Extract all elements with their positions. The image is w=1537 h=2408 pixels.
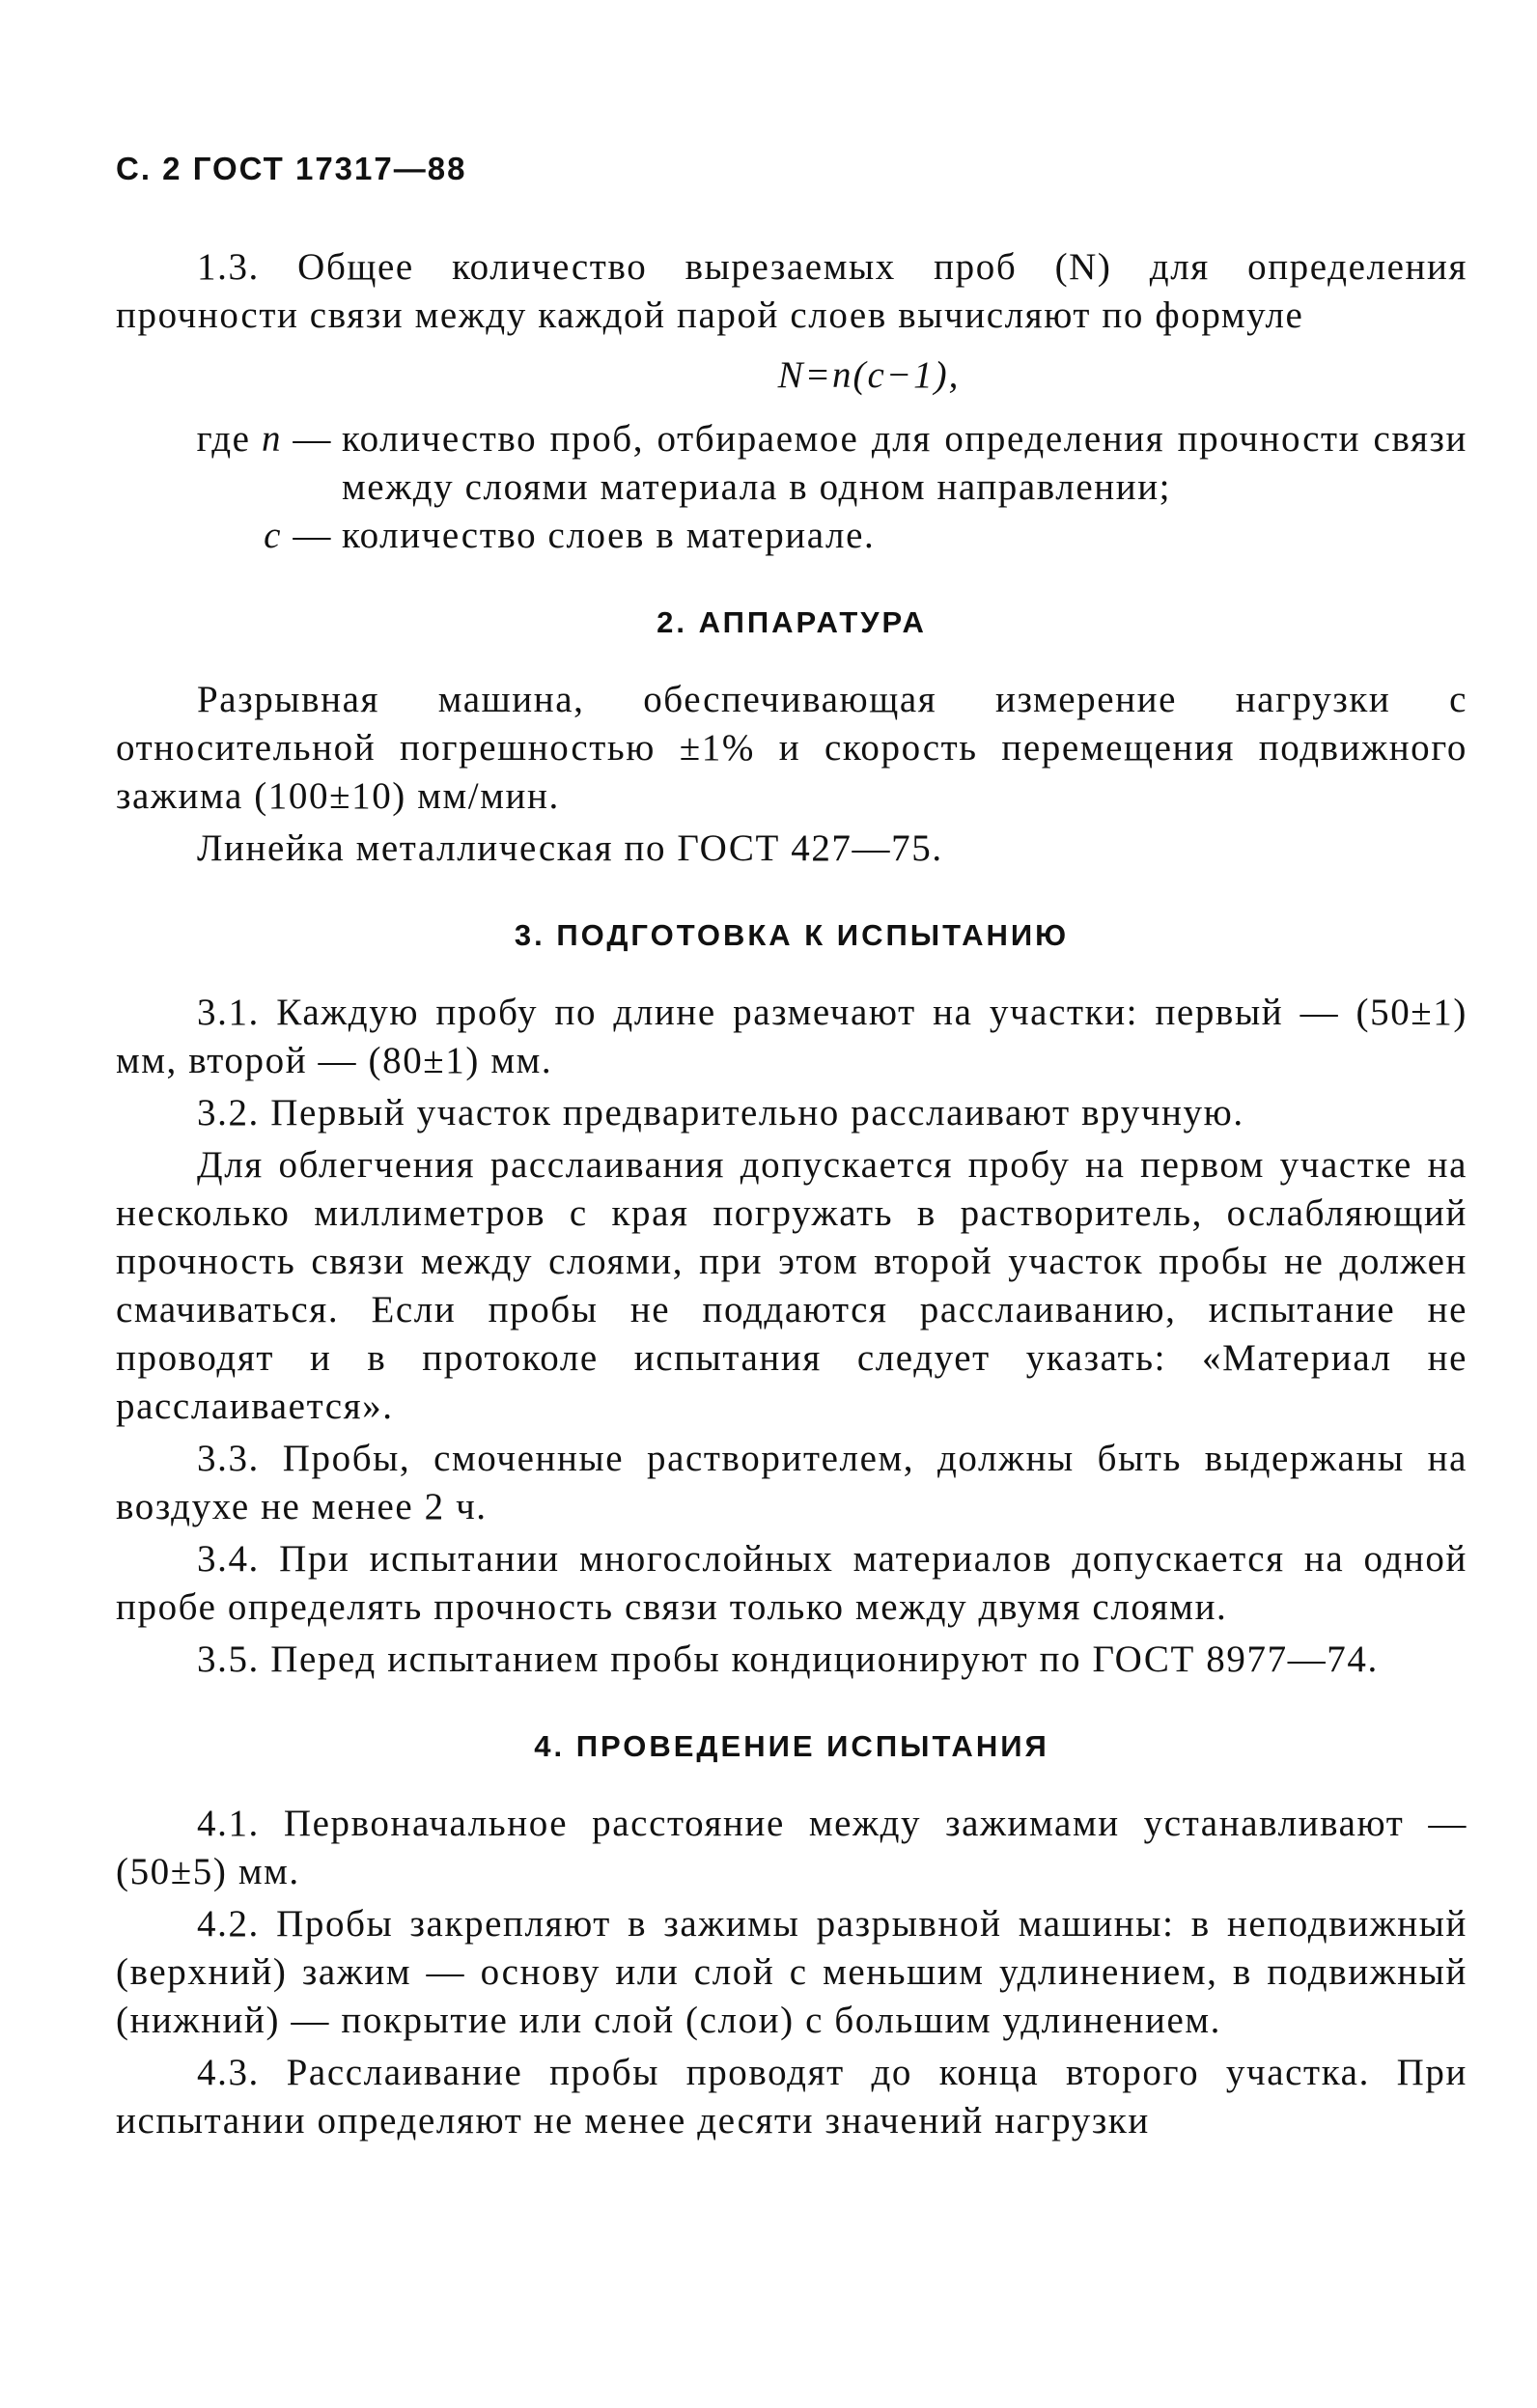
paragraph-3-2: 3.2. Первый участок предварительно расслаивают вручную. [197, 1092, 1244, 1134]
paragraph-4-1: 4.1. Первоначальное расстояние между зажимами устанавливают — (50±5) мм. [116, 1803, 1467, 1892]
document-page [116, 145, 1467, 2145]
section-title-apparatus: 2. АППАРАТУРА [657, 605, 927, 639]
definition-text-c: количество слоев в материале. [342, 515, 876, 556]
definition-text-n: количество проб, отбираемое для определения прочности связи между слоями материала в одном направлении; [342, 418, 1467, 508]
symbol-c: c [264, 515, 283, 556]
formula: N=n(c−1), [777, 354, 961, 396]
paragraph-1-3: 1.3. Общее количество вырезаемых проб (N) для определения прочности связи между каждой парой слоев вычисляют по формуле [116, 246, 1467, 336]
paragraph-4-2: 4.2. Пробы закрепляют в зажимы разрывной машины: в неподвижный (верхний) зажим — основу или слой с меньшим удлинением, в подвижный (нижний) — покрытие или слой (слои) с большим удлинением. [116, 1903, 1467, 2041]
formula-definitions [116, 415, 1467, 560]
paragraph-3-3: 3.3. Пробы, смоченные растворителем, должны быть выдержаны на воздухе не менее 2 ч. [116, 1438, 1467, 1527]
section-title-testing: 4. ПРОВЕДЕНИЕ ИСПЫТАНИЯ [534, 1729, 1049, 1763]
paragraph-3-1: 3.1. Каждую пробу по длине размечают на участки: первый — (50±1) мм, второй — (80±1) мм. [116, 992, 1467, 1081]
paragraph-4-3: 4.3. Расслаивание пробы проводят до конца второго участка. При испытании определяют не менее десяти значений нагрузки [116, 2052, 1467, 2142]
section-title-preparation: 3. ПОДГОТОВКА К ИСПЫТАНИЮ [514, 918, 1070, 952]
paragraph-3-2-note: Для облегчения расслаивания допускается пробу на первом участке на несколько миллиметров с края погружать в растворитель, ослабляющий прочность связи между слоями, при этом второй участок пробы не должен смачиваться. Если пробы не поддаются расслаиванию, испытание не проводят и в протоколе испытания следует указать: «Материал не расслаивается». [116, 1144, 1467, 1427]
definition-symbol-c: c — [264, 515, 332, 556]
paragraph-3-5: 3.5. Перед испытанием пробы кондиционируют по ГОСТ 8977—74. [197, 1638, 1379, 1680]
paragraph-apparatus-2: Линейка металлическая по ГОСТ 427—75. [197, 827, 943, 869]
paragraph-apparatus-1: Разрывная машина, обеспечивающая измерение нагрузки с относительной погрешностью ±1% и скорость перемещения подвижного зажима (100±10) мм/мин. [116, 679, 1467, 817]
definition-prefix: где [196, 418, 251, 460]
paragraph-3-4: 3.4. При испытании многослойных материалов допускается на одной пробе определять прочность связи только между двумя слоями. [116, 1538, 1467, 1628]
page-header: С. 2 ГОСТ 17317—88 [116, 151, 467, 186]
symbol-n: n [261, 418, 283, 460]
definition-symbol-n: где n — [196, 418, 332, 460]
